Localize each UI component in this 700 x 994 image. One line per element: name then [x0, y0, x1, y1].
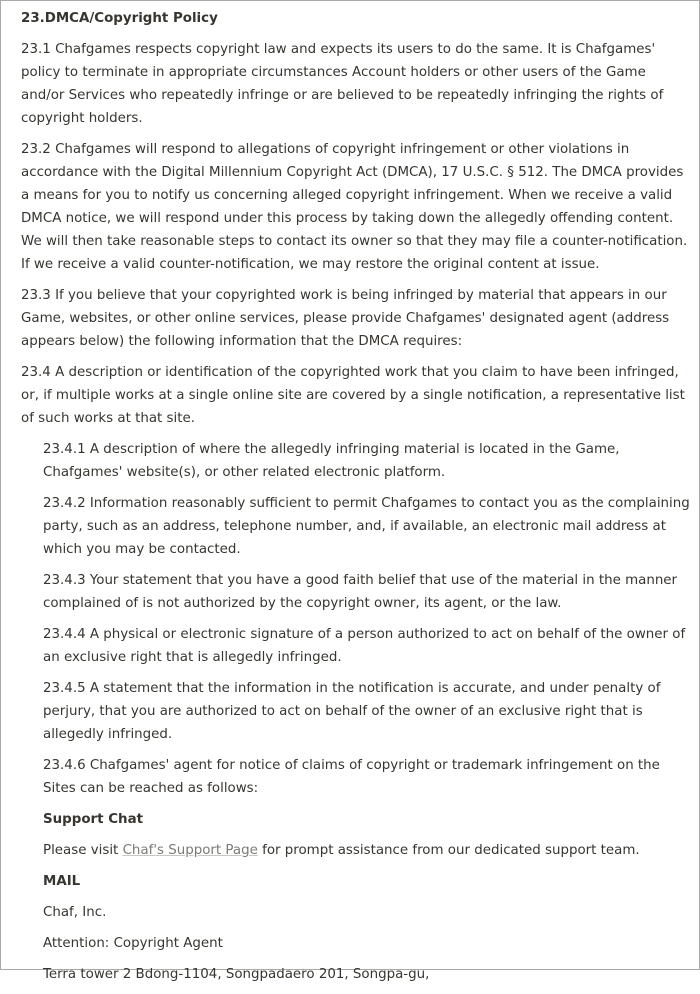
support-chat-text-before: Please visit [43, 843, 123, 858]
paragraph-23-3: 23.3 If you believe that your copyrighted work is being infringed by material that appears in our Game, websites, or other online services, please provide Chafgames' designated agent (address appears below) the following information that the DMCA requires: [21, 288, 670, 349]
paragraph-23-1: 23.1 Chafgames respects copyright law and expects its users to do the same. It is Chafgames' policy to terminate in appropriate circumstances Account holders or other users of the Game and/or Services who repeatedly infringe or are believed to be repeatedly infringing the rights of copyright holders. [21, 42, 664, 126]
support-chat-text-after: for prompt assistance from our dedicated support team. [257, 843, 640, 858]
subitem-23-4-2: 23.4.2 Information reasonably sufficient to permit Chafgames to contact you as the complaining party, such as an address, telephone number, and, if available, an electronic mail address at which you may be contacted. [43, 496, 690, 557]
support-chat-label: Support Chat [43, 812, 144, 827]
subitem-23-4-3: 23.4.3 Your statement that you have a good faith belief that use of the material in the manner complained of is not authorized by the copyright owner, its agent, or the law. [43, 573, 678, 611]
support-page-link[interactable]: Chaf's Support Page [122, 843, 258, 858]
section-title: 23.DMCA/Copyright Policy [21, 11, 218, 26]
subitem-23-4-5: 23.4.5 A statement that the information in the notification is accurate, and under penalty of perjury, that you are authorized to act on behalf of the owner of an exclusive right that is allegedly infringed. [43, 681, 661, 742]
mail-address: Terra tower 2 Bdong-1104, Songpadaero 201, Songpa-gu, [43, 967, 430, 982]
paragraph-23-4: 23.4 A description or identification of the copyrighted work that you claim to have been infringed, or, if multiple works at a single online site are covered by a single notification, a representative list of such works at that site. [21, 365, 685, 426]
mail-company: Chaf, Inc. [43, 905, 107, 920]
policy-content [21, 7, 691, 994]
mail-attention: Attention: Copyright Agent [43, 936, 223, 951]
subitem-23-4-1: 23.4.1 A description of where the allegedly infringing material is located in the Game, Chafgames' website(s), or other related electronic platform. [43, 442, 620, 480]
subitem-23-4-4: 23.4.4 A physical or electronic signature of a person authorized to act on behalf of the owner of an exclusive right that is allegedly infringed. [43, 627, 686, 665]
mail-label: MAIL [43, 874, 81, 889]
subitem-23-4-6: 23.4.6 Chafgames' agent for notice of claims of copyright or trademark infringement on the Sites can be reached as follows: [43, 758, 660, 796]
paragraph-23-2: 23.2 Chafgames will respond to allegations of copyright infringement or other violations in accordance with the Digital Millennium Copyright Act (DMCA), 17 U.S.C. § 512. The DMCA provides a means for you to notify us concerning alleged copyright infringement. When we receive a valid DMCA notice, we will respond under this process by taking down the allegedly offending content. We will then take reasonable steps to contact its owner so that they may file a counter-notification. If we receive a valid counter-notification, we may restore the original content at issue. [21, 142, 688, 272]
support-chat-text [43, 839, 691, 862]
